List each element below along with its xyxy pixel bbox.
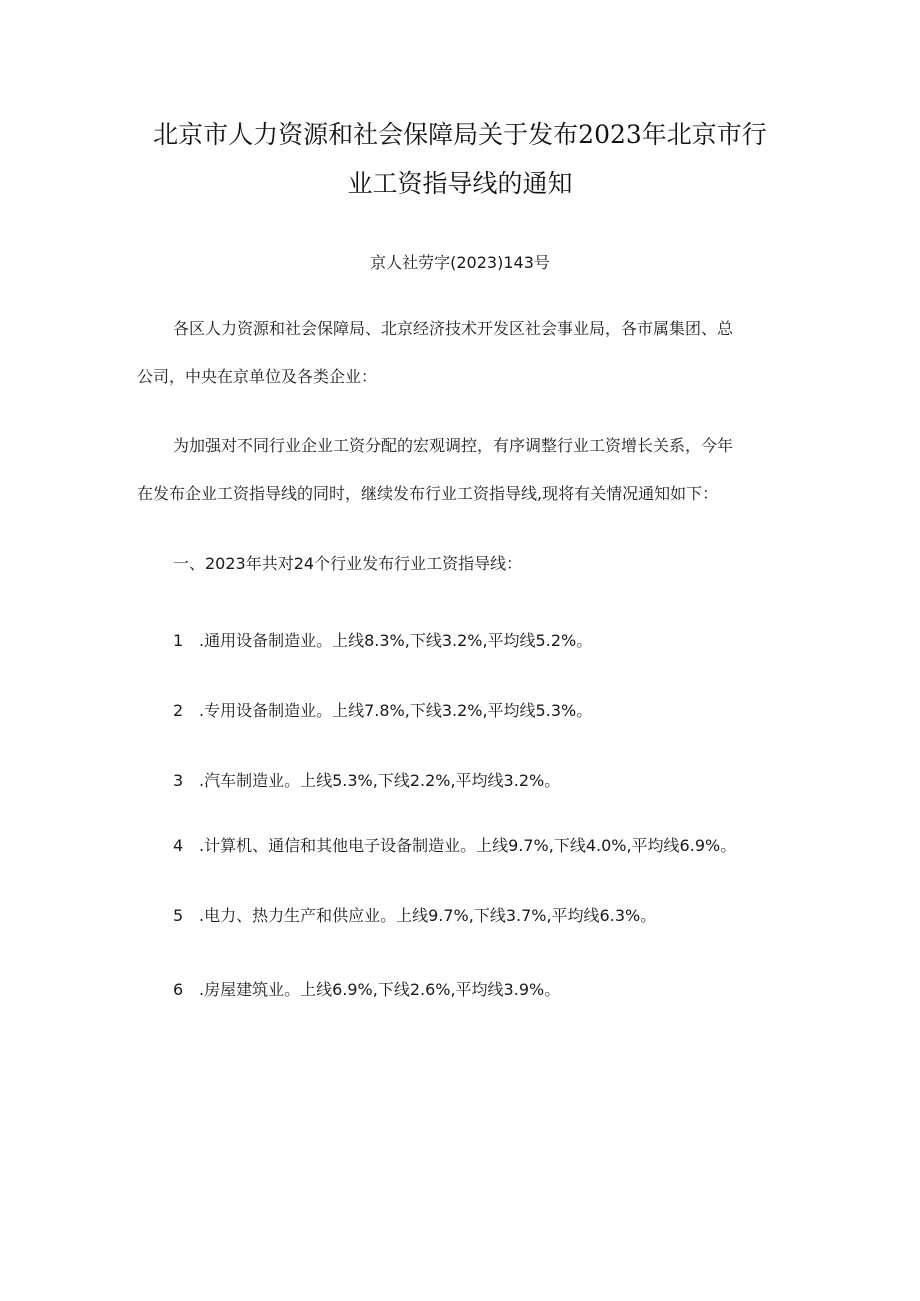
list-item: [173, 905, 656, 927]
list-item-text: .计算机、通信和其他电子设备制造业。上线9.7%,下线4.0%,平均线6.9%。: [199, 836, 737, 855]
list-item-text: .房屋建筑业。上线6.9%,下线2.6%,平均线3.9%。: [199, 980, 561, 999]
list-item: [173, 700, 592, 722]
list-item-text: .汽车制造业。上线5.3%,下线2.2%,平均线3.2%。: [199, 771, 561, 790]
section-1-heading: 一、2023年共对24个行业发布行业工资指导线：: [173, 554, 523, 573]
list-item: [173, 770, 560, 792]
list-item-number: 5: [173, 906, 184, 925]
list-item-number: 3: [173, 771, 184, 790]
intro-line-2: 在发布企业工资指导线的同时，继续发布行业工资指导线,现将有关情况通知如下：: [137, 484, 719, 503]
list-item-text: .专用设备制造业。上线7.8%,下线3.2%,平均线5.3%。: [199, 701, 593, 720]
list-item-number: 1: [173, 631, 184, 650]
list-item-text: .通用设备制造业。上线8.3%,下线3.2%,平均线5.2%。: [199, 631, 593, 650]
document-title-line-2: 业工资指导线的通知: [347, 169, 573, 198]
list-item-text: .电力、热力生产和供应业。上线9.7%,下线3.7%,平均线6.3%。: [199, 906, 657, 925]
list-item-number: 2: [173, 701, 184, 720]
list-item: [173, 630, 592, 652]
intro-line-1: 为加强对不同行业企业工资分配的宏观调控，有序调整行业工资增长关系，今年: [173, 436, 734, 455]
document-title-line-1: 北京市人力资源和社会保障局关于发布2023年北京市行: [153, 120, 767, 149]
list-item: [173, 835, 736, 857]
addressee-line-2: 公司，中央在京单位及各类企业：: [137, 367, 378, 386]
document-number: 京人社劳字(2023)143号: [370, 253, 550, 272]
list-item-number: 4: [173, 836, 184, 855]
list-item-number: 6: [173, 980, 184, 999]
addressee-line-1: 各区人力资源和社会保障局、北京经济技术开发区社会事业局，各市属集团、总: [173, 319, 734, 338]
list-item: [173, 979, 560, 1001]
